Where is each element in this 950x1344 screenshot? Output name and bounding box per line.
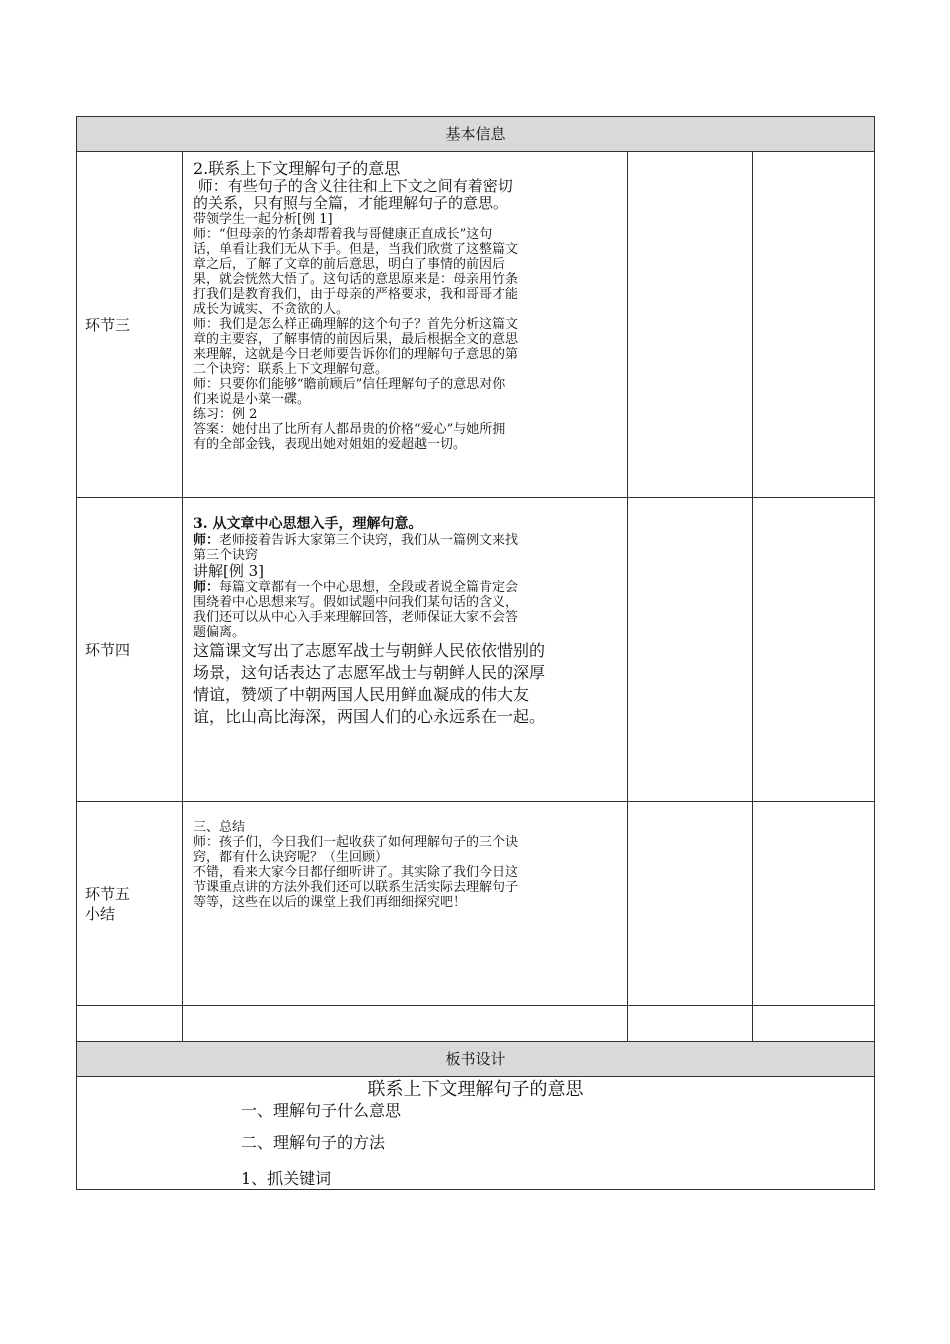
board-title: 联系上下文理解句子的意思 <box>367 1079 584 1100</box>
section3-line: 来理解，这就是今日老师要告诉你们的理解句子意思的第 <box>193 347 519 362</box>
section4-passage: 情谊，赞颂了中朝两国人民用鲜血凝成的伟大友 <box>193 685 530 704</box>
section4-intro: 第三个诀窍 <box>193 548 259 563</box>
empty-cell <box>628 1006 753 1042</box>
section4-heading: 3. 从文章中心思想入手，理解句意。 <box>193 516 423 532</box>
section3-line: 成长为诚实、不贪欲的人。 <box>193 302 350 317</box>
section4-row <box>77 498 875 802</box>
board-content <box>77 1077 875 1190</box>
section4-intro: 师：老师接着告诉大家第三个诀窍，我们从一篇例文来找 <box>193 533 519 548</box>
section3-line: 师：有些句子的含义往往和上下文之间有着密切 <box>193 177 513 195</box>
section5-line: 师：孩子们，今日我们一起收获了如何理解句子的三个诀 <box>193 835 519 850</box>
section4-content <box>183 498 628 802</box>
section5-content <box>183 802 628 1006</box>
section5-empty-cell <box>628 802 753 1006</box>
section3-line: 打我们是教育我们，由于母亲的严格要求，我和哥哥才能 <box>193 287 519 302</box>
section4-explain: 围绕着中心思想来写。假如试题中问我们某句话的含义， <box>193 595 519 610</box>
section3-line: 二个诀窍：联系上下文理解句意。 <box>193 362 389 377</box>
section3-label: 环节三 <box>77 152 183 498</box>
section3-line: 们来说是小菜一碟。 <box>193 392 311 407</box>
basic-info-header: 基本信息 <box>77 117 875 152</box>
section3-line: 师：我们是怎么样正确理解的这个句子？首先分析这篇文 <box>193 317 519 332</box>
section4-explain: 师：每篇文章都有一个中心思想，全段或者说全篇肯定会 <box>193 580 519 595</box>
section3-line: 练习：例 2 <box>193 407 258 422</box>
section4-empty-cell <box>628 498 753 802</box>
section3-line: 带领学生一起分析[例 1] <box>193 212 333 227</box>
lesson-plan-table <box>76 116 875 1190</box>
section5-line: 等等，这些在以后的课堂上我们再细细探究吧！ <box>193 895 467 910</box>
section3-content <box>183 152 628 498</box>
section4-empty-cell <box>753 498 875 802</box>
section5-line: 不错，看来大家今日都仔细听讲了。其实除了我们今日这 <box>193 865 519 880</box>
section4-label: 环节四 <box>77 498 183 802</box>
section5-line: 窍，都有什么诀窍呢？（生回顾） <box>193 850 389 865</box>
section4-example: 讲解[例 3] <box>193 562 265 580</box>
board-header-row <box>77 1042 875 1077</box>
section3-line: 章的主要容，了解事情的前因后果，最后根据全文的意思 <box>193 332 519 347</box>
section5-line: 节课重点讲的方法外我们还可以联系生活实际去理解句子 <box>193 880 519 895</box>
board-item: 二、理解句子的方法 <box>241 1133 386 1152</box>
section3-empty-cell <box>753 152 875 498</box>
section4-passage: 场景，这句话表达了志愿军战士与朝鲜人民的深厚 <box>193 663 546 682</box>
section5-label-line1: 环节五 <box>85 884 131 903</box>
section4-passage: 谊，比山高比海深，两国人们的心永远系在一起。 <box>193 707 546 726</box>
section5-row <box>77 802 875 1006</box>
board-header: 板书设计 <box>77 1042 875 1077</box>
section5-empty-cell <box>753 802 875 1006</box>
section3-line: 师：只要你们能够“瞻前顾后”信任理解句子的意思对你 <box>193 377 506 392</box>
section5-label <box>77 802 183 1006</box>
section3-line: 话，单看让我们无从下手。但是，当我们欣赏了这整篇文 <box>193 242 519 257</box>
section3-line: 答案：她付出了比所有人都昂贵的价格“爱心”与她所拥 <box>193 422 506 437</box>
section3-title: 2.联系上下文理解句子的意思 <box>193 159 401 178</box>
empty-cell <box>77 1006 183 1042</box>
section3-line: 师：“但母亲的竹条却帮着我与哥健康正直成长”这句 <box>193 227 493 242</box>
section5-line: 三、总结 <box>193 820 246 835</box>
section4-passage: 这篇课文写出了志愿军战士与朝鲜人民依依惜别的 <box>193 641 546 660</box>
section4-explain: 我们还可以从中心入手来理解回答，老师保证大家不会答 <box>193 610 519 625</box>
board-row <box>77 1077 875 1190</box>
basic-info-header-row <box>77 117 875 152</box>
empty-cell <box>183 1006 628 1042</box>
board-item: 1、抓关键词 <box>241 1169 332 1188</box>
section3-line: 章之后，了解了文章的前后意思，明白了事情的前因后 <box>193 257 506 272</box>
section3-line: 果，就会恍然大悟了。这句话的意思原来是：母亲用竹条 <box>193 272 519 287</box>
section3-line: 有的全部金钱，表现出她对姐姐的爱超越一切。 <box>193 437 467 452</box>
section4-explain: 题偏离。 <box>193 625 246 640</box>
section3-line: 的关系，只有照与全篇，才能理解句子的意思。 <box>193 194 509 212</box>
section3-empty-cell <box>628 152 753 498</box>
empty-row <box>77 1006 875 1042</box>
section5-label-line2: 小结 <box>85 904 116 923</box>
section3-row <box>77 152 875 498</box>
board-item: 一、理解句子什么意思 <box>241 1101 402 1120</box>
empty-cell <box>753 1006 875 1042</box>
